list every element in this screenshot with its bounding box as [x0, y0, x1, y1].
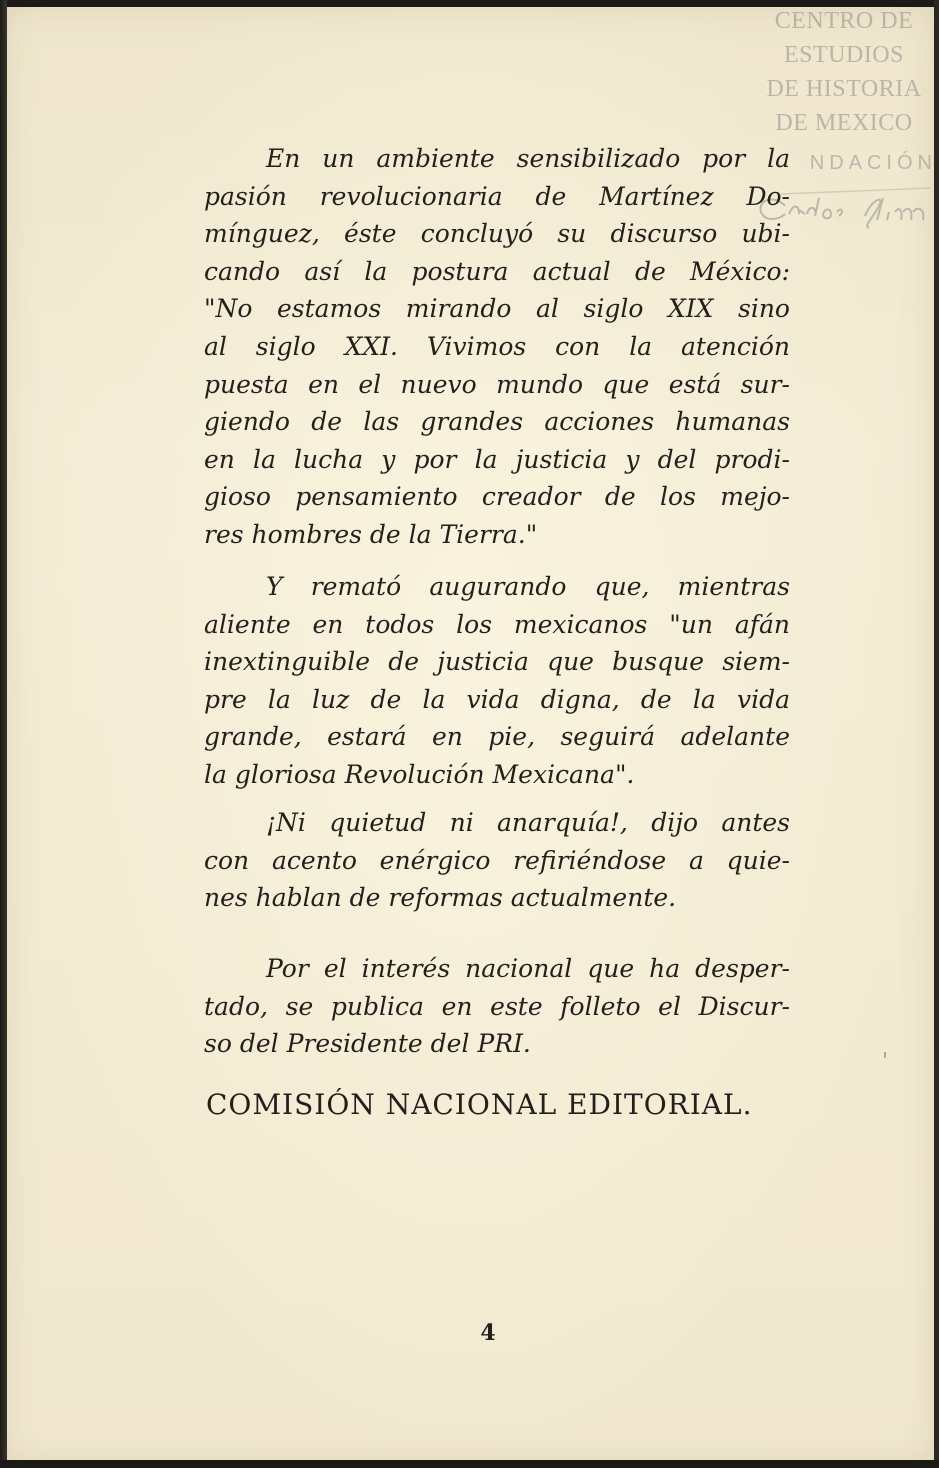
watermark-foundation: NDACIÓN: [809, 152, 937, 174]
text-line: puesta en el nuevo mundo que está sur-: [204, 369, 790, 399]
text-line: al siglo XXI. Vivimos con la atención: [204, 331, 790, 361]
text-line: Por el interés nacional que ha desper-: [266, 954, 790, 983]
text-line: so del Presidente del PRI.: [204, 1029, 531, 1059]
text-line: Y remató augurando que, mientras: [266, 572, 790, 601]
paper-speck: [884, 1052, 886, 1058]
paragraph-conclusion: [204, 568, 790, 794]
scan-border-bottom: [0, 1460, 939, 1468]
watermark-line: DE HISTORIA: [766, 76, 922, 102]
text-line: grande, estará en pie, seguirá adelante: [204, 722, 790, 752]
text-line: tado, se publica en este folleto el Discur-: [204, 991, 790, 1021]
paragraph-discourse-summary: [204, 140, 790, 554]
text-line: "No estamos mirando al siglo XIX sino: [204, 294, 790, 324]
archive-watermark: [749, 4, 939, 140]
text-line: giendo de las grandes acciones humanas: [204, 407, 790, 437]
text-line: En un ambiente sensibilizado por la: [266, 144, 790, 173]
text-line: en la lucha y por la justicia y del prodi-: [204, 444, 790, 474]
text-line: con acento enérgico refiriéndose a quie-: [204, 845, 790, 875]
editorial-signoff: COMISIÓN NACIONAL EDITORIAL.: [206, 1088, 753, 1121]
text-line: aliente en todos los mexicanos "un afán: [204, 609, 790, 639]
text-line: res hombres de la Tierra.": [204, 519, 538, 549]
text-line: pre la luz de la vida digna, de la vida: [204, 684, 790, 714]
text-line: la gloriosa Revolución Mexicana".: [204, 759, 635, 789]
watermark-line: DE MEXICO: [775, 110, 913, 136]
text-line: ¡Ni quietud ni anarquía!, dijo antes: [266, 808, 790, 837]
text-line: nes hablan de reformas actualmente.: [204, 883, 677, 913]
watermark-line: CENTRO DE: [774, 8, 914, 34]
text-line: mínguez, éste concluyó su discurso ubi-: [204, 219, 790, 249]
paragraph-quote: [204, 804, 790, 917]
text-line: inextinguible de justicia que busque siem-: [204, 647, 790, 677]
scan-border-left: [0, 0, 7, 1468]
page-number: 4: [480, 1320, 496, 1346]
paragraph-publication-note: [204, 950, 790, 1063]
watermark-line: ESTUDIOS: [783, 42, 904, 68]
text-line: cando así la postura actual de México:: [204, 256, 790, 286]
text-line: pasión revolucionaria de Martínez Do-: [204, 181, 790, 211]
text-line: gioso pensamiento creador de los mejo-: [204, 482, 790, 512]
